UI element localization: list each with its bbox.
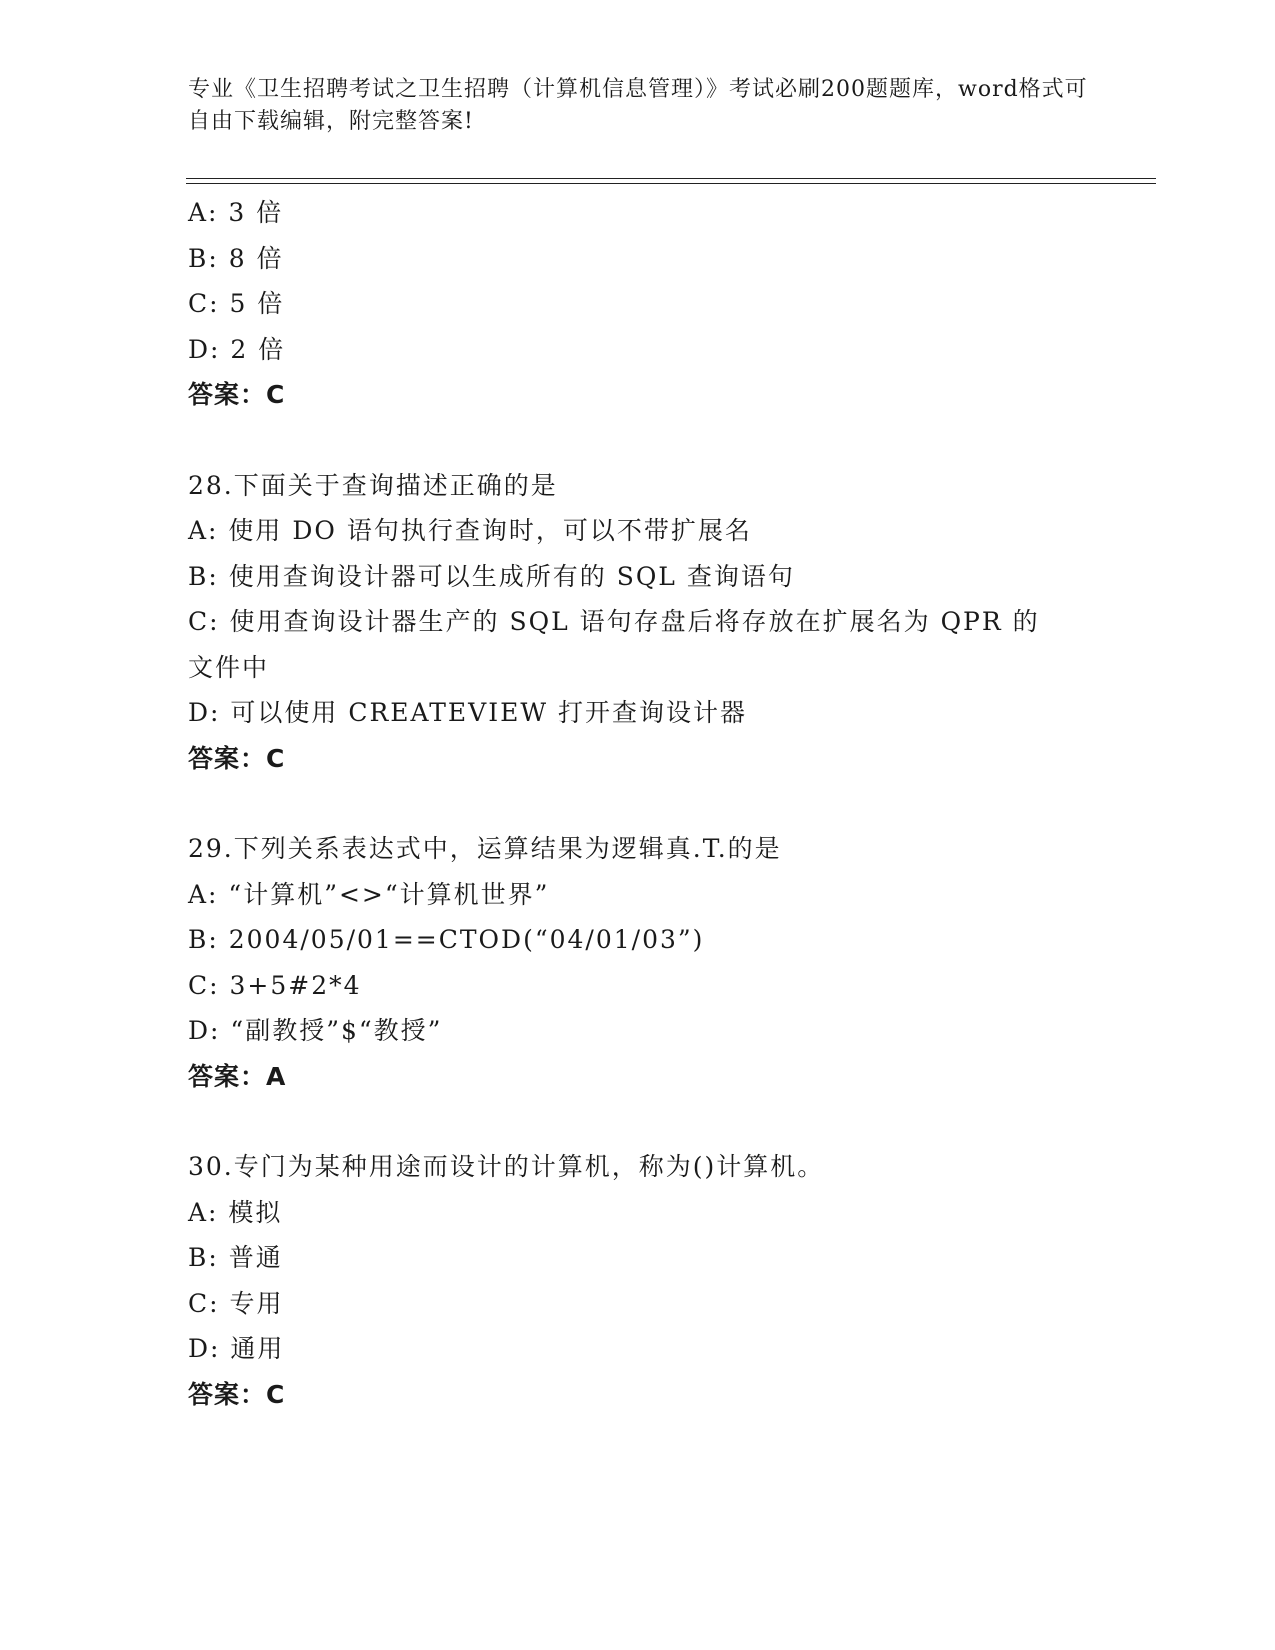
question-28	[188, 463, 1088, 782]
option-d: D: “副教授”$“教授”	[188, 1016, 443, 1045]
option-c: C: 使用查询设计器生产的 SQL 语句存盘后将存放在扩展名为 QPR 的文件中	[188, 607, 1040, 682]
header-divider-top	[186, 178, 1156, 179]
option-a: A: 模拟	[188, 1197, 283, 1227]
answer-line: 答案：C	[188, 743, 286, 773]
option-c: C: 3+5#2*4	[188, 970, 362, 1000]
question-list	[188, 190, 1088, 1417]
answer-line: 答案：C	[188, 1379, 286, 1409]
option-d: D: 2 倍	[188, 334, 286, 364]
question-29	[188, 826, 1088, 1099]
question-stem: 29.下列关系表达式中，运算结果为逻辑真.T.的是	[188, 834, 782, 863]
answer-line: 答案：A	[188, 1061, 287, 1091]
option-b: B: 8 倍	[188, 243, 284, 273]
question-30	[188, 1144, 1088, 1417]
option-d: D: 通用	[188, 1334, 285, 1363]
option-a: A: “计算机”<>“计算机世界”	[188, 879, 550, 909]
header-divider-bottom	[186, 183, 1156, 184]
question-stem: 30.专门为某种用途而设计的计算机，称为()计算机。	[188, 1152, 825, 1181]
option-a: A: 3 倍	[188, 198, 284, 227]
document-title: 专业《卫生招聘考试之卫生招聘（计算机信息管理）》考试必刷200题题库，word格式可自由下载编辑，附完整答案!	[188, 77, 1088, 134]
question-27-continued	[188, 190, 1088, 418]
option-d: D: 可以使用 CREATEVIEW 打开查询设计器	[188, 698, 747, 727]
document-header	[188, 74, 1088, 138]
option-b: B: 使用查询设计器可以生成所有的 SQL 查询语句	[188, 561, 795, 591]
question-stem: 28.下面关于查询描述正确的是	[188, 470, 558, 500]
option-c: C: 5 倍	[188, 289, 285, 318]
option-a: A: 使用 DO 语句执行查询时，可以不带扩展名	[188, 516, 752, 545]
option-b: B: 2004/05/01==CTOD(“04/01/03”)	[188, 925, 705, 954]
answer-line: 答案：C	[188, 380, 286, 409]
option-b: B: 普通	[188, 1243, 283, 1272]
option-c: C: 专用	[188, 1288, 284, 1318]
